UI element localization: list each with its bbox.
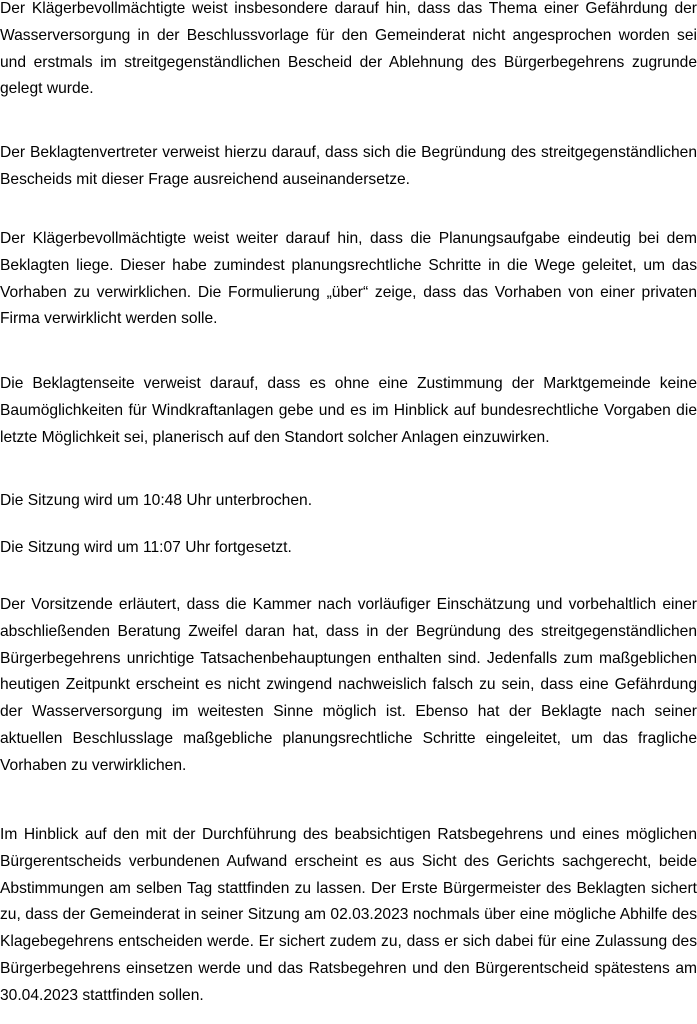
paragraph-defendant-consent: Die Beklagtenseite verweist darauf, dass es ohne eine Zustimmung der Marktgemeinde keine Baumöglichkeiten für Windkraftanlagen gebe und es im Hinblick auf bundesrechtliche Vorgaben die letzte Möglichkeit sei, planerisch auf den Standort solcher Anlagen einzuwirken.: [0, 375, 697, 446]
paragraph-session-resumed: Die Sitzung wird um 11:07 Uhr fortgesetzt.: [0, 539, 292, 556]
paragraph-mayor-assurance: Im Hinblick auf den mit der Durchführung des beabsichtigen Ratsbegehrens und eines möglichen Bürgerentscheids verbundenen Aufwand erscheint es aus Sicht des Gerichts sachgerecht, beide Abstimmungen am selben Tag stattfinden zu lassen. Der Erste Bürgermeister des Beklagten sichert zu, dass der Gemeinderat in seiner Sitzung am 02.03.2023 nochmals über eine mögliche Abhilfe des Klagebegehrens entscheiden werde. Er sichert zudem zu, dass er sich dabei für eine Zulassung des Bürgerbegehrens einsetzen werde und das Ratsbegehren und den Bürgerentscheid spätestens am 30.04.2023 stattfinden sollen.: [0, 826, 697, 1004]
paragraph-plaintiff-note-water-supply: Der Klägerbevollmächtigte weist insbesondere darauf hin, dass das Thema einer Gefährdung der Wasserversorgung in der Beschlussvorlage für den Gemeinderat nicht angesprochen worden sei und erstmals im streitgegenständlichen Bescheid der Ablehnung des Bürgerbegehrens zugrunde gelegt wurde.: [0, 0, 697, 98]
paragraph-plaintiff-planning-task: Der Klägerbevollmächtigte weist weiter darauf hin, dass die Planungsaufgabe eindeutig bei dem Beklagten liege. Dieser habe zumindest planungsrechtliche Schritte in die Wege geleitet, um das Vorhaben zu verwirklichen. Die Formulierung „über“ zeige, dass das Vorhaben von einer privaten Firma verwirklicht werden solle.: [0, 230, 697, 328]
paragraph-defendant-reply: Der Beklagtenvertreter verweist hierzu darauf, dass sich die Begründung des streitgegenständlichen Bescheids mit dieser Frage ausreichend auseinandersetze.: [0, 144, 697, 188]
paragraph-presiding-judge-assessment: Der Vorsitzende erläutert, dass die Kammer nach vorläufiger Einschätzung und vorbehaltlich einer abschließenden Beratung Zweifel daran hat, dass in der Begründung des streitgegenständlichen Bürgerbegehrens unrichtige Tatsachenbehauptungen enthalten sind. Jedenfalls zum maßgeblichen heutigen Zeitpunkt erscheint es nicht zwingend nachweislich falsch zu sein, dass eine Gefährdung der Wasserversorgung im weitesten Sinne möglich ist. Ebenso hat der Beklagte nach seiner aktuellen Beschlusslage maßgebliche planungsrechtliche Schritte eingeleitet, um das fragliche Vorhaben zu verwirklichen.: [0, 596, 697, 774]
paragraph-session-interrupted: Die Sitzung wird um 10:48 Uhr unterbrochen.: [0, 492, 313, 509]
